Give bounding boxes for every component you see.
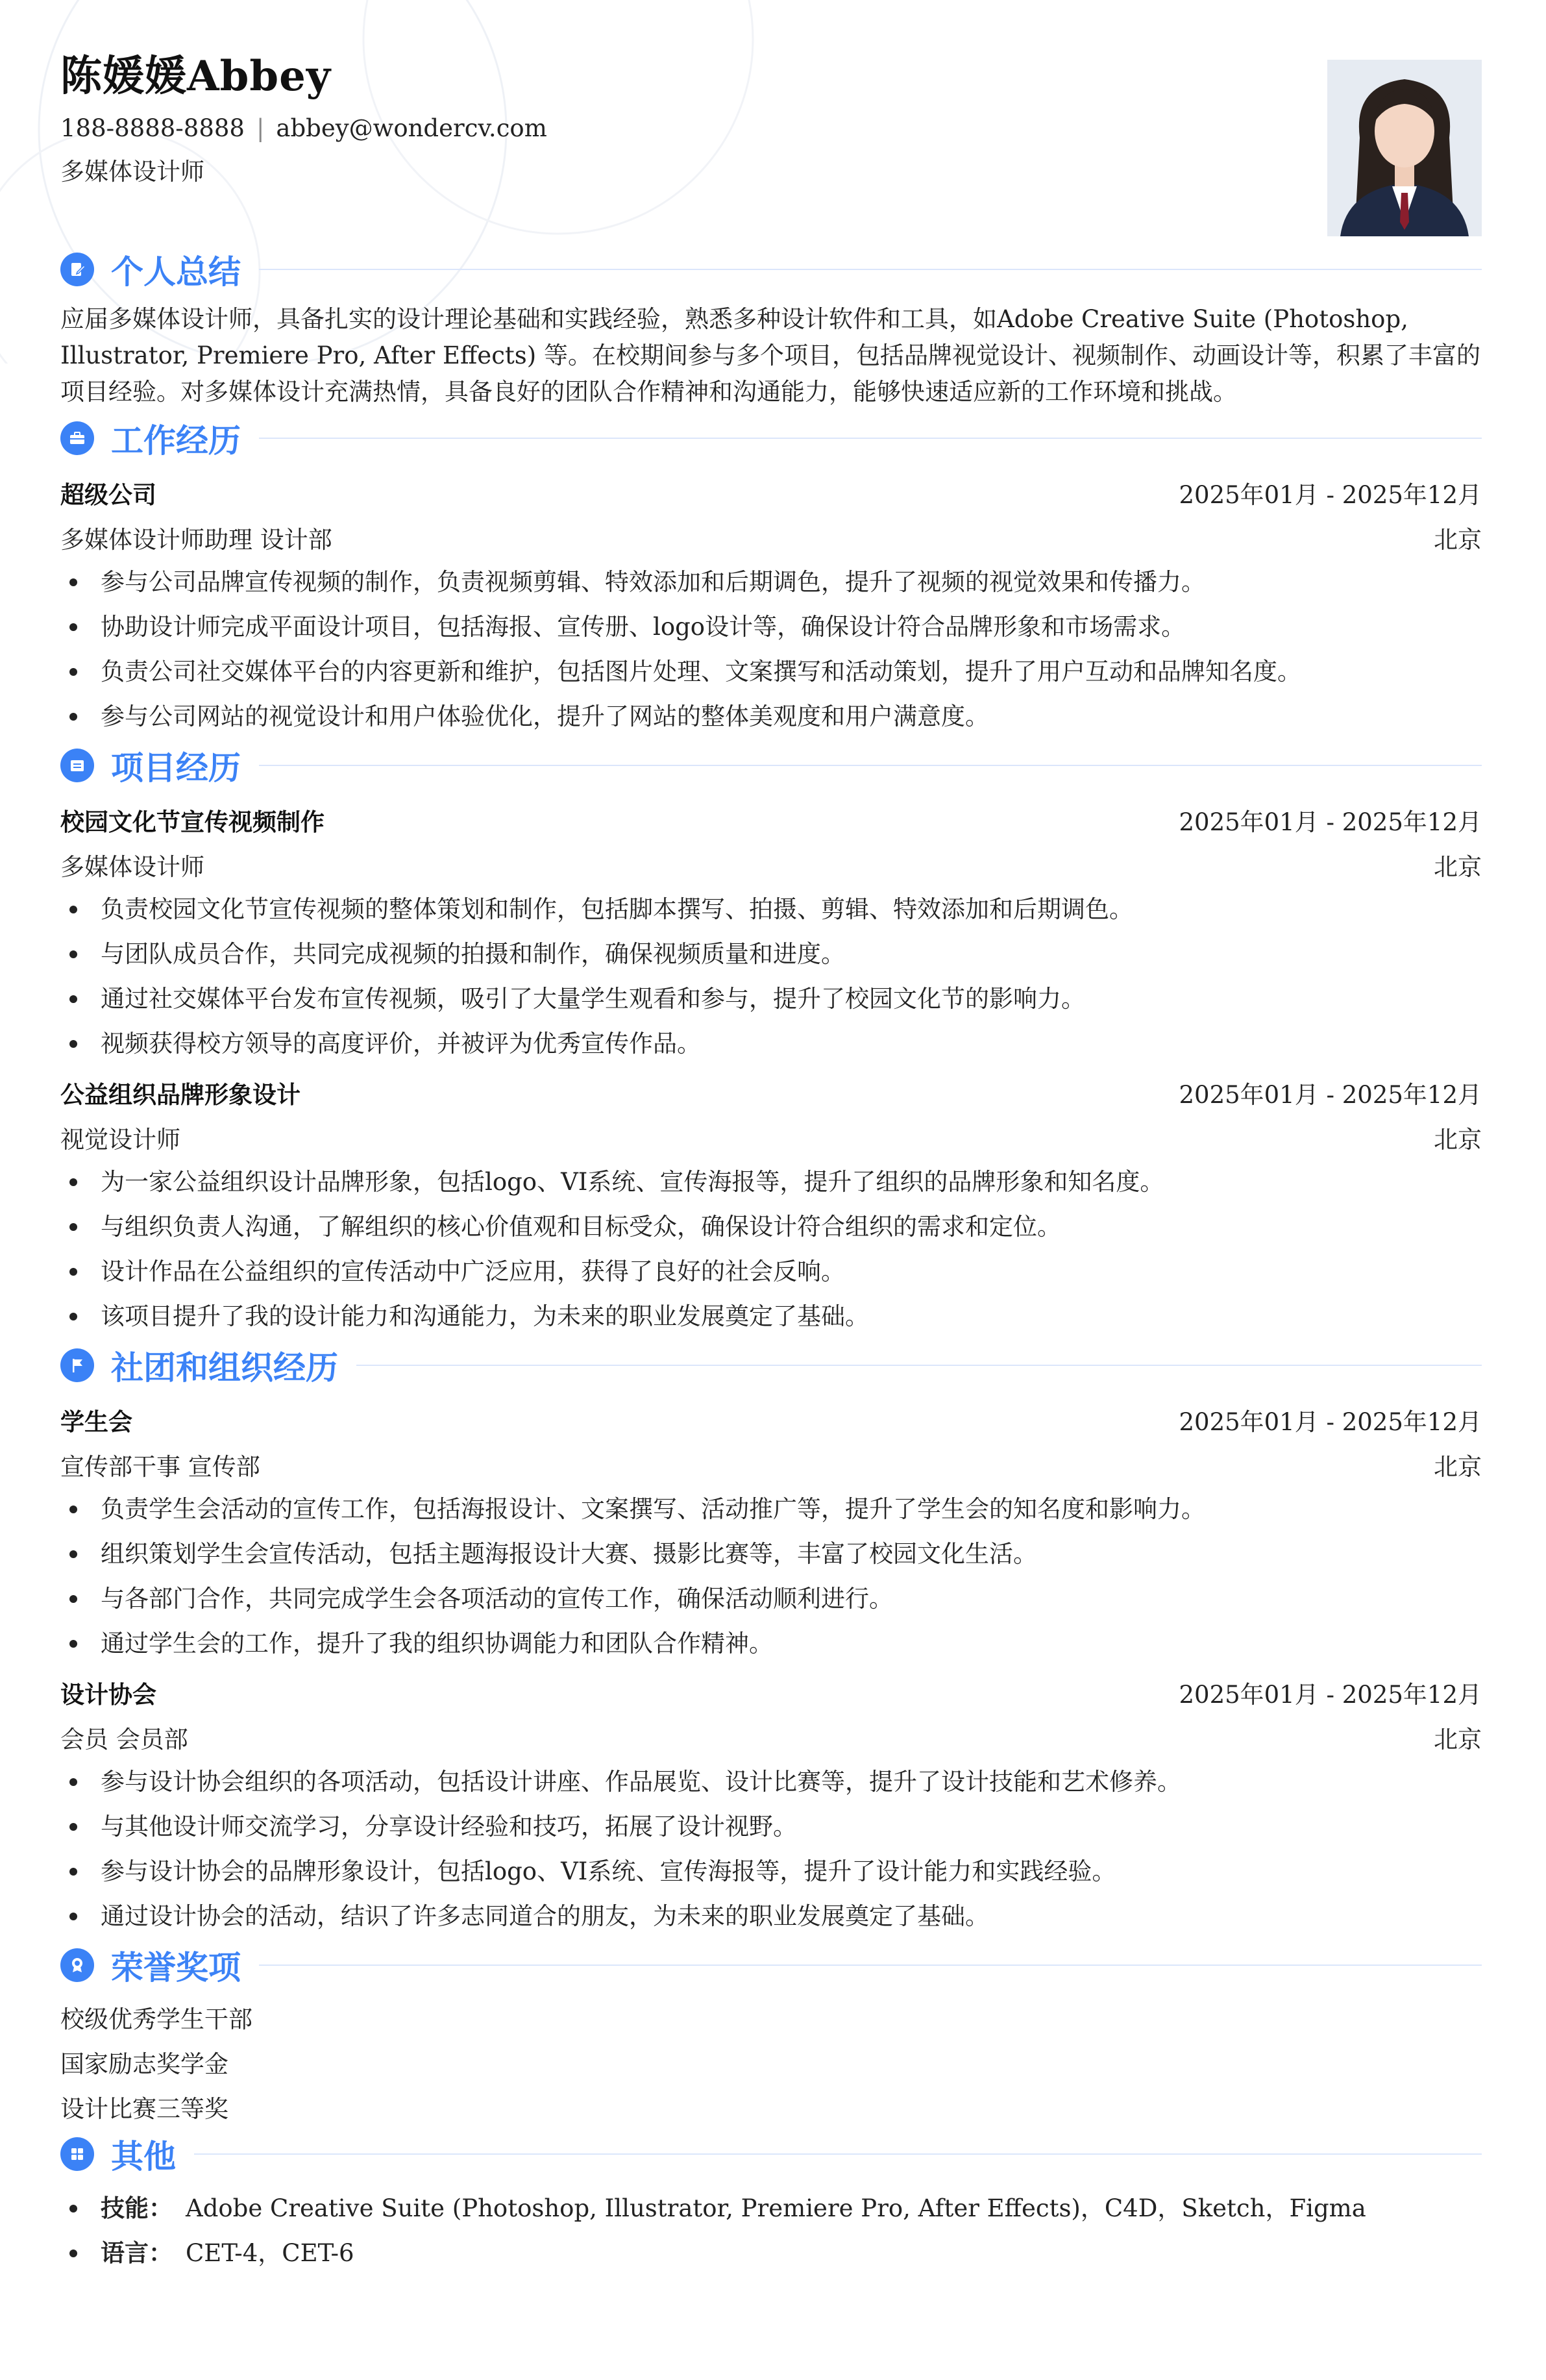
edit-icon bbox=[60, 253, 94, 286]
item-value: Adobe Creative Suite (Photoshop, Illustrator, Premiere Pro, After Effects)，C4D，Sketch，Figma bbox=[186, 2194, 1366, 2222]
project-entry bbox=[60, 797, 1482, 1066]
club-entry bbox=[60, 1670, 1482, 1939]
briefcase-icon bbox=[60, 421, 94, 455]
summary-text: 应届多媒体设计师，具备扎实的设计理论基础和实践经验，熟悉多种设计软件和工具，如Adobe Creative Suite (Photoshop, Illustrator, Premiere Pro, After Effects) 等。在校期间参与多个项目，包括品牌视觉设计、视频制作、动画设计等，积累了丰富的项目经验。对多媒体设计充满热情，具备良好的团队合作精神和沟通能力，能够快速适应新的工作环境和挑战。 bbox=[60, 305, 1480, 406]
entry-org: 校园文化节宣传视频制作 bbox=[60, 807, 325, 836]
language-item bbox=[60, 2231, 1482, 2275]
section-title: 社团和组织经历 bbox=[111, 1349, 338, 1387]
summary-section bbox=[60, 247, 1482, 410]
section-divider bbox=[259, 1965, 1482, 1966]
entry-role: 多媒体设计师助理 设计部 bbox=[60, 525, 332, 554]
award-icon bbox=[60, 1948, 94, 1982]
bullet-item: 为一家公益组织设计品牌形象，包括logo、VI系统、宣传海报等，提升了组织的品牌形象和知名度。 bbox=[60, 1159, 1482, 1204]
bullet-item: 负责公司社交媒体平台的内容更新和维护，包括图片处理、文案撰写和活动策划，提升了用户互动和品牌知名度。 bbox=[60, 649, 1482, 694]
section-divider bbox=[259, 269, 1482, 270]
entry-location: 北京 bbox=[1434, 1452, 1482, 1481]
item-value: CET-4，CET-6 bbox=[186, 2239, 354, 2267]
candidate-name: 陈媛媛Abbey bbox=[60, 52, 332, 101]
entry-role: 会员 会员部 bbox=[60, 1725, 188, 1754]
entry-location: 北京 bbox=[1434, 1125, 1482, 1154]
resume-header bbox=[60, 0, 1482, 247]
entry-date: 2025年01月 - 2025年12月 bbox=[1179, 1080, 1482, 1109]
contact-separator: | bbox=[256, 114, 265, 142]
profile-photo bbox=[1327, 60, 1482, 236]
bullet-item: 负责校园文化节宣传视频的整体策划和制作，包括脚本撰写、拍摄、剪辑、特效添加和后期调色。 bbox=[60, 887, 1482, 932]
project-icon bbox=[60, 749, 94, 782]
entry-role: 视觉设计师 bbox=[60, 1125, 180, 1154]
job-title: 多媒体设计师 bbox=[60, 158, 204, 186]
section-title: 个人总结 bbox=[111, 253, 241, 291]
section-title: 项目经历 bbox=[111, 749, 241, 787]
entry-role: 多媒体设计师 bbox=[60, 852, 204, 881]
flag-icon bbox=[60, 1348, 94, 1382]
section-header bbox=[60, 1942, 1482, 1988]
honors-section bbox=[60, 1942, 1482, 2131]
bullet-item: 设计作品在公益组织的宣传活动中广泛应用，获得了良好的社会反响。 bbox=[60, 1249, 1482, 1294]
entry-date: 2025年01月 - 2025年12月 bbox=[1179, 1680, 1482, 1709]
bullet-item: 与组织负责人沟通，了解组织的核心价值观和目标受众，确保设计符合组织的需求和定位。 bbox=[60, 1204, 1482, 1249]
item-label: 语言： bbox=[101, 2238, 173, 2267]
bullet-item: 参与公司品牌宣传视频的制作，负责视频剪辑、特效添加和后期调色，提升了视频的视觉效果和传播力。 bbox=[60, 560, 1482, 604]
honor-item: 校级优秀学生干部 bbox=[60, 2005, 252, 2033]
section-divider bbox=[259, 438, 1482, 439]
bullet-item: 与其他设计师交流学习，分享设计经验和技巧，拓展了设计视野。 bbox=[60, 1804, 1482, 1849]
entry-org: 公益组织品牌形象设计 bbox=[60, 1080, 301, 1109]
email-address: abbey@wondercv.com bbox=[276, 114, 547, 142]
section-header bbox=[60, 415, 1482, 461]
resume-page bbox=[60, 0, 1482, 2275]
bullet-item: 与团队成员合作，共同完成视频的拍摄和制作，确保视频质量和进度。 bbox=[60, 932, 1482, 976]
section-title: 荣誉奖项 bbox=[111, 1949, 241, 1987]
entry-role: 宣传部干事 宣传部 bbox=[60, 1452, 260, 1481]
phone-number: 188-8888-8888 bbox=[60, 114, 245, 142]
entry-location: 北京 bbox=[1434, 1725, 1482, 1754]
entry-date: 2025年01月 - 2025年12月 bbox=[1179, 808, 1482, 836]
entry-location: 北京 bbox=[1434, 852, 1482, 881]
other-section bbox=[60, 2131, 1482, 2275]
section-title: 其他 bbox=[111, 2138, 176, 2175]
bullet-item: 协助设计师完成平面设计项目，包括海报、宣传册、logo设计等，确保设计符合品牌形象和市场需求。 bbox=[60, 604, 1482, 649]
honor-item: 国家励志奖学金 bbox=[60, 2050, 228, 2078]
section-header bbox=[60, 2131, 1482, 2177]
experience-entry bbox=[60, 470, 1482, 739]
projects-section bbox=[60, 743, 1482, 1339]
skills-item bbox=[60, 2186, 1482, 2231]
bullet-item: 参与设计协会组织的各项活动，包括设计讲座、作品展览、设计比赛等，提升了设计技能和艺术修养。 bbox=[60, 1759, 1482, 1804]
clubs-section bbox=[60, 1343, 1482, 1939]
entry-org: 设计协会 bbox=[60, 1680, 156, 1709]
bullet-item: 参与设计协会的品牌形象设计，包括logo、VI系统、宣传海报等，提升了设计能力和实践经验。 bbox=[60, 1849, 1482, 1894]
club-entry bbox=[60, 1397, 1482, 1666]
section-header bbox=[60, 247, 1482, 292]
bullet-item: 通过社交媒体平台发布宣传视频，吸引了大量学生观看和参与，提升了校园文化节的影响力。 bbox=[60, 976, 1482, 1021]
bullet-item: 该项目提升了我的设计能力和沟通能力，为未来的职业发展奠定了基础。 bbox=[60, 1294, 1482, 1339]
grid-icon bbox=[60, 2137, 94, 2171]
entry-date: 2025年01月 - 2025年12月 bbox=[1179, 1407, 1482, 1436]
item-label: 技能： bbox=[101, 2194, 173, 2222]
bullet-item: 负责学生会活动的宣传工作，包括海报设计、文案撰写、活动推广等，提升了学生会的知名度和影响力。 bbox=[60, 1487, 1482, 1531]
bullet-item: 与各部门合作，共同完成学生会各项活动的宣传工作，确保活动顺利进行。 bbox=[60, 1576, 1482, 1621]
section-divider bbox=[194, 2153, 1482, 2155]
bullet-item: 参与公司网站的视觉设计和用户体验优化，提升了网站的整体美观度和用户满意度。 bbox=[60, 694, 1482, 739]
section-title: 工作经历 bbox=[111, 422, 241, 460]
section-divider bbox=[259, 765, 1482, 766]
bullet-item: 通过学生会的工作，提升了我的组织协调能力和团队合作精神。 bbox=[60, 1621, 1482, 1666]
work-section bbox=[60, 415, 1482, 739]
project-entry bbox=[60, 1070, 1482, 1339]
entry-org: 学生会 bbox=[60, 1407, 132, 1436]
bullet-item: 视频获得校方领导的高度评价，并被评为优秀宣传作品。 bbox=[60, 1021, 1482, 1066]
entry-location: 北京 bbox=[1434, 525, 1482, 554]
bullet-item: 通过设计协会的活动，结识了许多志同道合的朋友，为未来的职业发展奠定了基础。 bbox=[60, 1894, 1482, 1939]
contact-line bbox=[60, 114, 547, 142]
honor-item: 设计比赛三等奖 bbox=[60, 2095, 228, 2123]
section-header bbox=[60, 1343, 1482, 1388]
entry-org: 超级公司 bbox=[60, 480, 156, 509]
section-divider bbox=[356, 1365, 1482, 1366]
entry-date: 2025年01月 - 2025年12月 bbox=[1179, 480, 1482, 509]
bullet-item: 组织策划学生会宣传活动，包括主题海报设计大赛、摄影比赛等，丰富了校园文化生活。 bbox=[60, 1531, 1482, 1576]
section-header bbox=[60, 743, 1482, 788]
